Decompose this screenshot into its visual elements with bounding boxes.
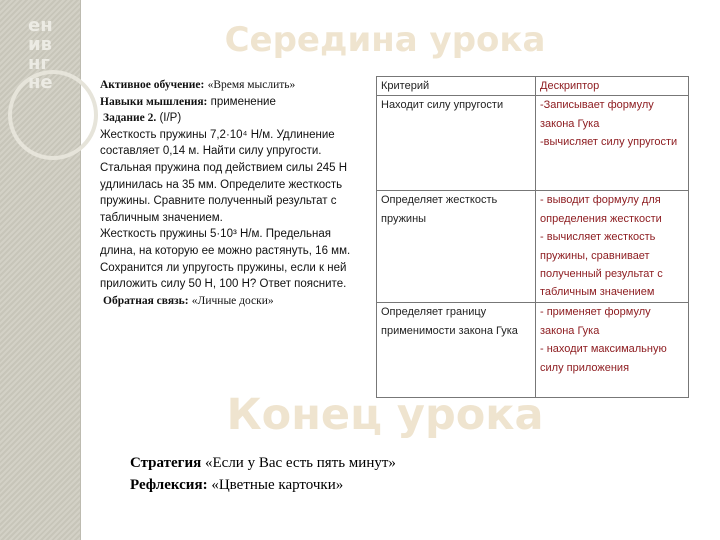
- criterion-cell: Определяет границу применимости закона Гука: [377, 303, 536, 398]
- problem-2: Стальная пружина под действием силы 245 Н удлинилась на 35 мм. Определите жесткость пружины. Сравните полученный результат с табличным значением.: [100, 161, 348, 224]
- descriptor-cell: [536, 303, 689, 398]
- reflection-value: «Цветные карточки»: [211, 477, 344, 493]
- task-number-label: Задание 2.: [103, 112, 157, 125]
- middle-of-lesson-heading: Середина урока: [224, 20, 546, 60]
- feedback-line: [100, 293, 355, 310]
- thinking-skills-label: Навыки мышления:: [100, 95, 208, 108]
- strategy-line: [130, 452, 396, 474]
- task-mode: (I/P): [159, 112, 182, 125]
- descriptor-cell: [536, 96, 689, 191]
- strategy-label: Стратегия: [130, 455, 202, 471]
- feedback-label: Обратная связь:: [103, 294, 189, 307]
- active-learning-value: «Время мыслить»: [207, 79, 296, 91]
- problem-1: Жесткость пружины 7,2·10⁴ Н/м. Удлинение составляет 0,14 м. Найти силу упругости.: [100, 128, 335, 158]
- descriptor-item: - находит максимальную силу приложения: [540, 343, 667, 374]
- table-row: [377, 303, 689, 398]
- faded-side-text: ен ив нг не: [28, 15, 53, 93]
- active-learning-line: [100, 77, 355, 94]
- active-learning-label: Активное обучение:: [100, 79, 205, 91]
- reflection-line: [130, 474, 396, 496]
- reflection-label: Рефлексия:: [130, 477, 208, 493]
- criterion-header: Критерий: [377, 77, 536, 96]
- problem-3: Жесткость пружины 5·10³ Н/м. Предельная длина, на которую ее можно растянуть, 16 мм. Сохранится ли упругость пружины, если к ней приложить силу 50 Н, 100 Н? Ответ поясните.: [100, 228, 351, 291]
- criterion-cell: Определяет жесткость пружины: [377, 191, 536, 303]
- table-row: [377, 96, 689, 191]
- descriptor-item: - выводит формулу для определения жесткости: [540, 194, 662, 225]
- descriptor-item: -вычисляет силу упругости: [540, 136, 678, 149]
- thinking-skills-line: [100, 94, 355, 111]
- table-row: [377, 191, 689, 303]
- closing-block: [130, 452, 396, 496]
- assessment-rubric-table: [376, 76, 689, 398]
- descriptor-item: -Записывает формулу закона Гука: [540, 99, 654, 130]
- task-number-line: [100, 110, 355, 127]
- descriptor-header: Дескриптор: [536, 77, 689, 96]
- descriptor-item: - вычисляет жесткость пружины, сравнивает полученный результат с табличным значением: [540, 231, 663, 299]
- thinking-skills-value: применение: [210, 95, 276, 108]
- criterion-cell: Находит силу упругости: [377, 96, 536, 191]
- feedback-value: «Личные доски»: [191, 294, 274, 307]
- rubric-header-row: [377, 77, 689, 96]
- end-of-lesson-heading: Конец урока: [226, 390, 544, 440]
- descriptor-item: - применяет формулу закона Гука: [540, 306, 651, 337]
- task-block: [100, 77, 355, 309]
- strategy-value: «Если у Вас есть пять минут»: [205, 455, 396, 471]
- descriptor-cell: [536, 191, 689, 303]
